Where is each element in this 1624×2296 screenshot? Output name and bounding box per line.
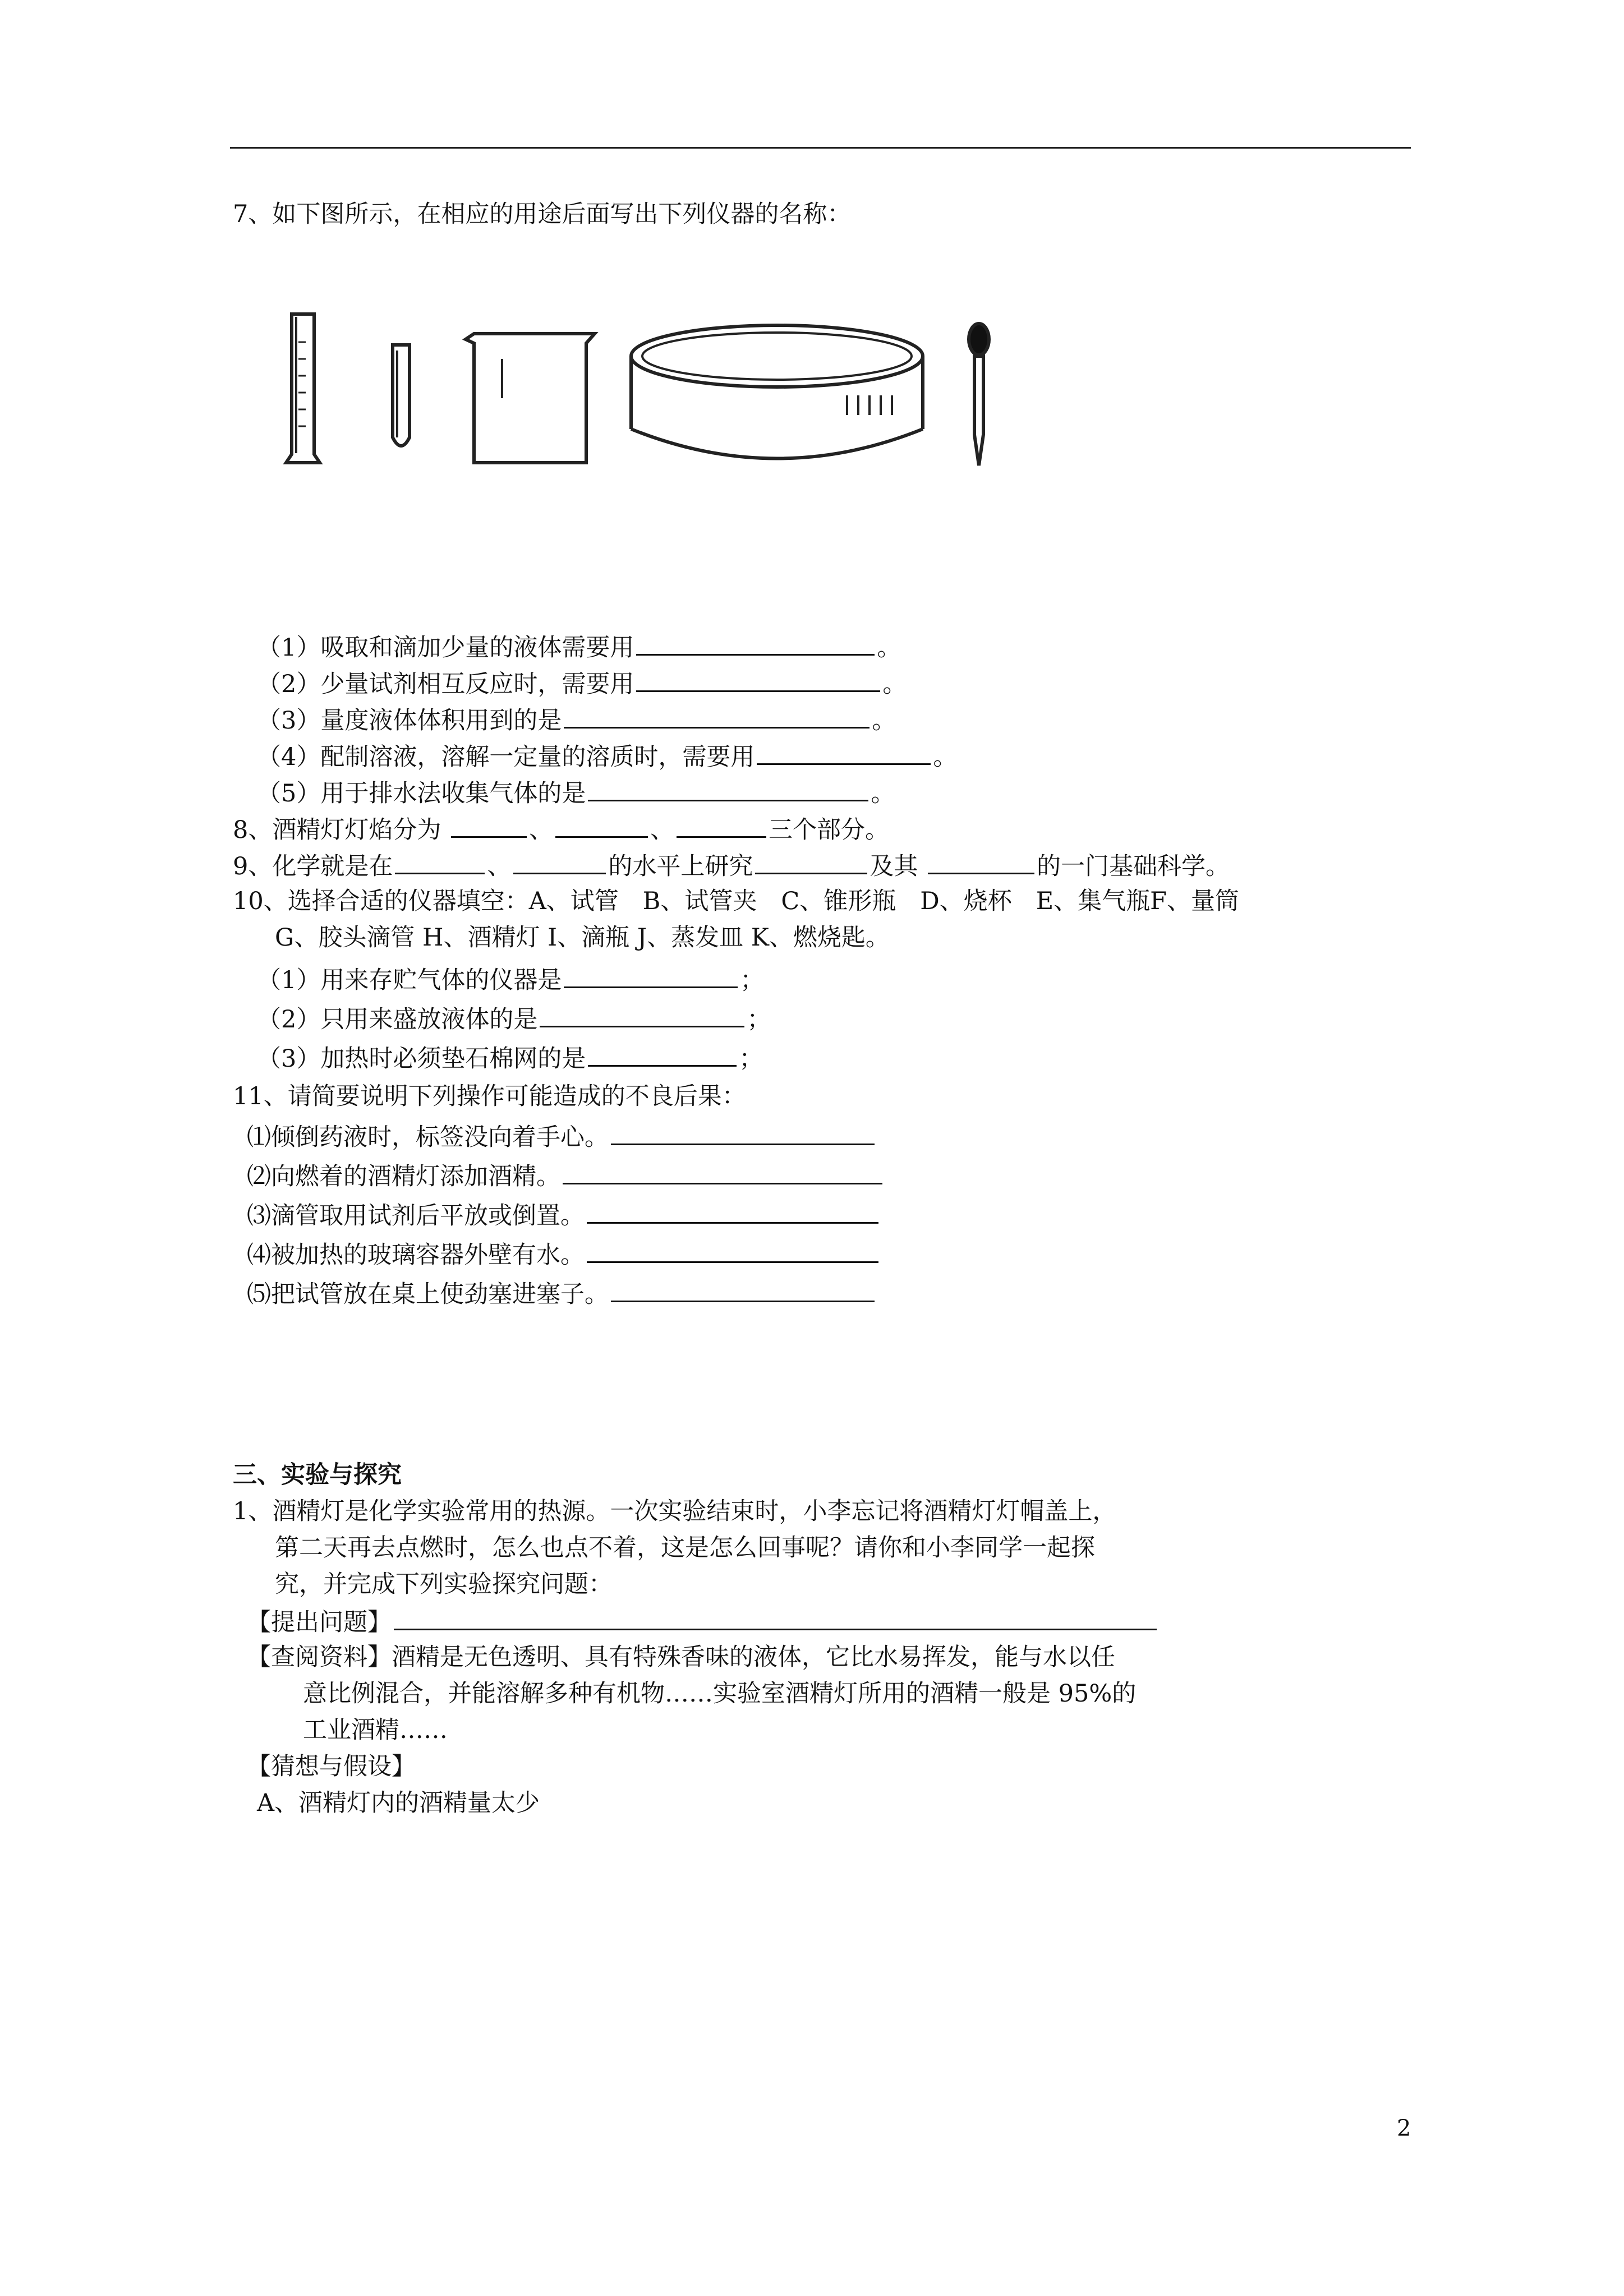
answer-blank[interactable] (611, 1119, 875, 1145)
hypothesis-label: 【猜想与假设】 (247, 1753, 416, 1781)
answer-blank[interactable] (677, 812, 766, 838)
q11-item-2: ⑵向燃着的酒精灯添加酒精。 (247, 1158, 885, 1192)
info-line-1: 【查阅资料】酒精是无色透明、具有特殊香味的液体，它比水易挥发，能与水以任 (247, 1643, 1115, 1671)
answer-blank[interactable] (588, 775, 868, 801)
answer-blank[interactable] (563, 1158, 882, 1184)
answer-blank[interactable] (564, 962, 738, 988)
lab-instruments-figure (280, 303, 1010, 482)
header-rule (230, 147, 1411, 149)
graduated-cylinder-icon (286, 314, 320, 463)
answer-blank[interactable] (564, 702, 869, 729)
answer-blank[interactable] (555, 812, 648, 838)
answer-blank[interactable] (928, 848, 1034, 874)
info-line-3: 工业酒精…… (303, 1716, 448, 1744)
hypothesis-a: A、酒精灯内的酒精量太少 (257, 1789, 540, 1817)
dropper-icon (969, 324, 989, 465)
answer-blank[interactable] (451, 812, 527, 838)
q7-item-1: （1）吸取和滴加少量的液体需要用 。 (257, 629, 901, 663)
q7-item-4: （4）配制溶液，溶解一定量的溶质时，需要用 。 (257, 739, 957, 772)
q8: 8、酒精灯灯焰分为 、 、 三个部分。 (233, 812, 889, 845)
answer-blank[interactable] (395, 848, 485, 874)
q7-item-2: （2）少量试剂相互反应时，需要用 。 (257, 666, 907, 699)
q7-item-5: （5）用于排水法收集气体的是 。 (257, 775, 895, 809)
trough-icon (631, 325, 923, 459)
beaker-icon (466, 334, 595, 463)
s3-q1-line-3: 究，并完成下列实验探究问题： (275, 1570, 613, 1598)
s3-q1-line-1: 1、酒精灯是化学实验常用的热源。一次实验结束时，小李忘记将酒精灯灯帽盖上， (233, 1497, 1117, 1525)
q7-item-3: （3）量度液体体积用到的是 。 (257, 702, 896, 736)
answer-blank[interactable] (540, 1001, 744, 1027)
q11-item-4: ⑷被加热的玻璃容器外壁有水。 (247, 1237, 881, 1270)
answer-blank[interactable] (636, 666, 880, 692)
answer-blank[interactable] (588, 1040, 737, 1067)
info-line-2: 意比例混合，并能溶解多种有机物……实验室酒精灯所用的酒精一般是 95%的 (303, 1680, 1137, 1708)
q10-line-2: G、胶头滴管 H、酒精灯 I、滴瓶 J、蒸发皿 K、燃烧匙。 (275, 924, 890, 952)
answer-blank[interactable] (587, 1197, 878, 1224)
q10-item-1: （1）用来存贮气体的仪器是 ； (257, 962, 764, 995)
section-heading: 三、实验与探究 (233, 1461, 402, 1489)
q9: 9、化学就是在 、 的水平上研究 及其 的一门基础科学。 (233, 848, 1230, 882)
test-tube-icon (393, 345, 410, 446)
answer-blank[interactable] (611, 1276, 875, 1302)
q7-title: 7、如下图所示，在相应的用途后面写出下列仪器的名称： (233, 200, 852, 228)
answer-blank[interactable] (587, 1237, 878, 1263)
answer-blank[interactable] (636, 629, 875, 656)
answer-blank[interactable] (757, 739, 931, 765)
q11-title: 11、请简要说明下列操作可能造成的不良后果： (233, 1082, 746, 1110)
answer-blank[interactable] (394, 1604, 1157, 1630)
q10-item-3: （3）加热时必须垫石棉网的是 ； (257, 1040, 763, 1074)
q11-item-3: ⑶滴管取用试剂后平放或倒置。 (247, 1197, 881, 1231)
q10-line-1: 10、选择合适的仪器填空：A、试管 B、试管夹 C、锥形瓶 D、烧杯 E、集气瓶F、量筒 (233, 887, 1239, 915)
q10-item-2: （2）只用来盛放液体的是 ； (257, 1001, 771, 1035)
ask-question-row: 【提出问题】 (247, 1604, 1159, 1638)
answer-blank[interactable] (513, 848, 606, 874)
s3-q1-line-2: 第二天再去点燃时，怎么也点不着，这是怎么回事呢？请你和小李同学一起探 (275, 1534, 1095, 1562)
page-number: 2 (1397, 2115, 1411, 2141)
q11-item-1: ⑴倾倒药液时，标签没向着手心。 (247, 1119, 877, 1152)
answer-blank[interactable] (755, 848, 867, 874)
q11-item-5: ⑸把试管放在桌上使劲塞进塞子。 (247, 1276, 877, 1310)
